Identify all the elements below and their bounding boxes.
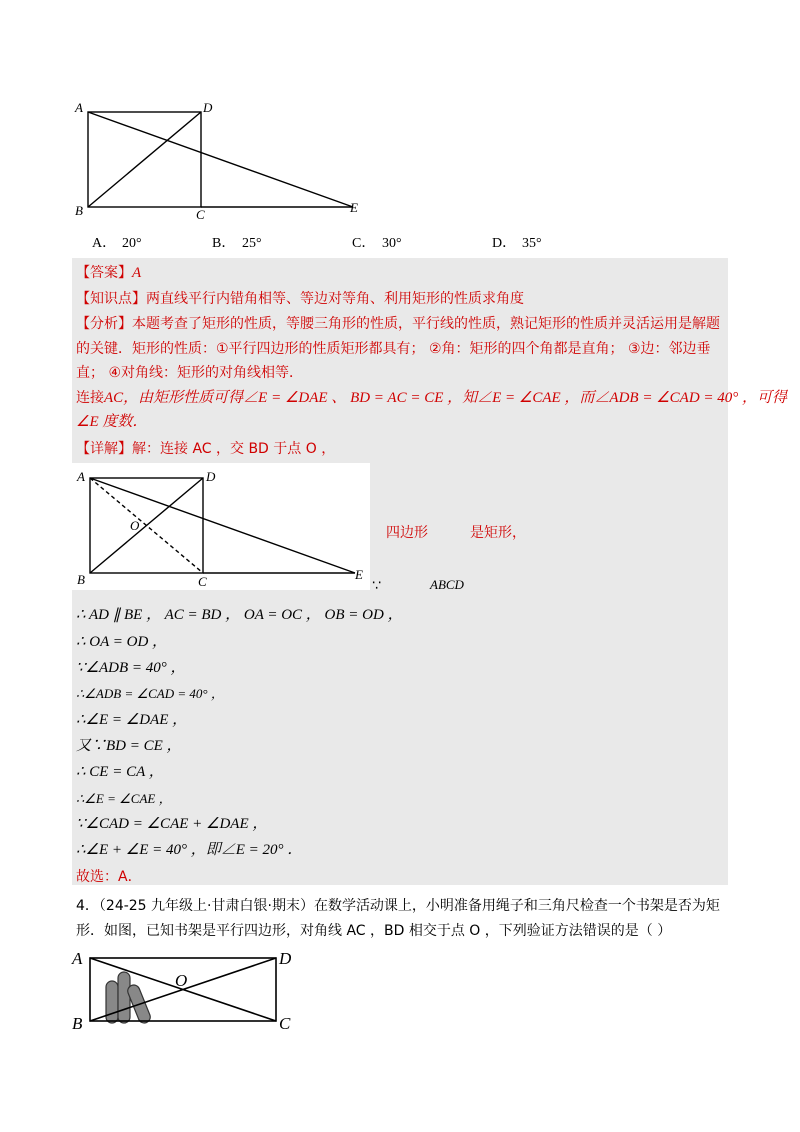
detail-step-10: ∴∠E + ∠E = 40° ，即∠E = 20° ． bbox=[76, 842, 303, 858]
label-o-q4: O bbox=[175, 971, 188, 990]
label-c-detail: C bbox=[198, 574, 207, 589]
label-e: E bbox=[350, 200, 358, 215]
detail-side-text-2: 是矩形， bbox=[470, 525, 526, 541]
detail-step-7: ∴ CE = CA ， bbox=[76, 764, 164, 780]
detail-step-8: ∴∠E = ∠CAE ， bbox=[76, 791, 172, 806]
diagonal-bd bbox=[88, 112, 201, 207]
label-c-q4: C bbox=[279, 1014, 291, 1033]
detail-intro: 【详解】解：连接 AC ，交 BD 于点 O ， bbox=[76, 441, 336, 457]
detail-step-9: ∵∠CAD = ∠CAE + ∠DAE ， bbox=[76, 816, 268, 832]
shelf-object-1 bbox=[106, 981, 118, 1023]
detail-conclusion: 故选：A． bbox=[76, 869, 142, 885]
analysis-line-3: 直； ④对角线：矩形的对角线相等． bbox=[76, 365, 304, 381]
analysis-line-4: 连接AC，由矩形性质可得∠E = ∠DAE 、 BD = AC = CE ，知∠E = ∠CAE ，而∠ADB = ∠CAD = 40° ，可得 bbox=[76, 390, 788, 406]
detail-side-text-1: 四边形 bbox=[386, 525, 428, 541]
choice-a[interactable]: A． 20° bbox=[92, 236, 142, 251]
label-e-detail: E bbox=[355, 567, 363, 582]
because-symbol: ∵ bbox=[372, 578, 381, 594]
answer-line: 【答案】A bbox=[76, 265, 142, 281]
label-b-q4: B bbox=[72, 1014, 83, 1033]
figure-1-diagram bbox=[70, 98, 370, 226]
label-d-q4: D bbox=[279, 949, 292, 968]
label-a-detail: A bbox=[77, 469, 85, 484]
shelf-object-2 bbox=[118, 972, 130, 1023]
detail-step-3: ∵∠ADB = 40° ， bbox=[76, 660, 186, 676]
analysis-line-1: 【分析】本题考查了矩形的性质，等腰三角形的性质，平行线的性质，熟记矩形的性质并灵活运用是解题 bbox=[76, 316, 720, 332]
choice-b[interactable]: B． 25° bbox=[212, 236, 262, 251]
knowledge-line: 【知识点】两直线平行内错角相等、等边对等角、利用矩形的性质求角度 bbox=[76, 291, 524, 307]
detail-figure-diagram bbox=[72, 463, 372, 590]
choice-c[interactable]: C． 30° bbox=[352, 236, 402, 251]
detail-step-1: ∴ AD ∥ BE ， AC = BD ， OA = OC ， OB = OD ， bbox=[76, 607, 403, 623]
label-b: B bbox=[75, 203, 83, 218]
analysis-line-5: ∠E 度数． bbox=[76, 414, 148, 430]
label-c: C bbox=[196, 207, 205, 222]
detail-step-5: ∴∠E = ∠DAE ， bbox=[76, 712, 188, 728]
detail-step-4: ∴∠ADB = ∠CAD = 40° ， bbox=[76, 686, 224, 701]
detail-step-6: 又∵BD = CE ， bbox=[76, 738, 182, 754]
analysis-line-2: 的关键．矩形的性质：①平行四边形的性质矩形都具有； ②角：矩形的四个角都是直角； ③边：邻边垂 bbox=[76, 341, 711, 357]
label-o-detail: O bbox=[130, 518, 140, 533]
choice-d[interactable]: D． 35° bbox=[492, 236, 542, 251]
question-4-figure bbox=[68, 946, 308, 1036]
label-b-detail: B bbox=[77, 572, 85, 587]
question-4-line-2: 形．如图，已知书架是平行四边形，对角线 AC ，BD 相交于点 O ，下列验证方法错误的是（ ） bbox=[76, 923, 672, 939]
detail-step-2: ∴ OA = OD ， bbox=[76, 634, 168, 650]
segment-ae bbox=[88, 112, 353, 207]
label-a: A bbox=[75, 100, 83, 115]
label-d: D bbox=[203, 100, 213, 115]
abcd-label: ABCD bbox=[430, 577, 464, 592]
label-d-detail: D bbox=[206, 469, 216, 484]
label-a-q4: A bbox=[72, 949, 83, 968]
question-4-line-1: 4．（24-25 九年级上·甘肃白银·期末）在数学活动课上，小明准备用绳子和三角尺检查一个书架是否为矩 bbox=[76, 898, 720, 914]
